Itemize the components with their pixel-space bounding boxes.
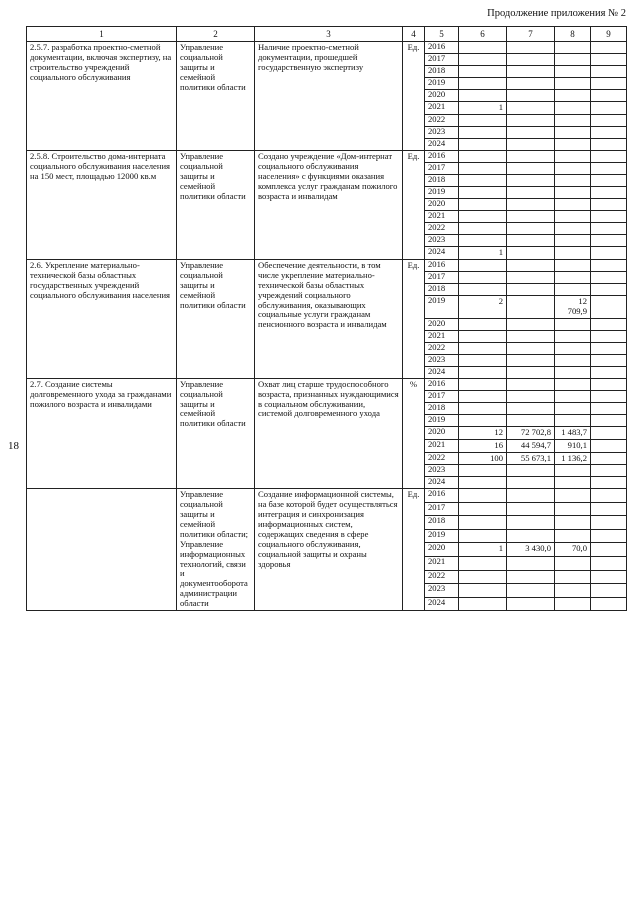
value-cell-8 [591,66,627,78]
value-cell-7 [555,211,591,223]
value-cell-5 [459,42,507,54]
value-cell-6 [507,477,555,489]
value-cell-5 [459,54,507,66]
value-cell-8 [591,272,627,284]
value-cell-7 [555,465,591,477]
value-cell-8 [591,584,627,597]
value-cell-6 [507,597,555,610]
value-cell-6 [507,465,555,477]
value-cell-6 [507,211,555,223]
value-cell-7 [555,187,591,199]
year-cell: 2021 [425,211,459,223]
value-cell-6 [507,272,555,284]
value-cell-7: 12 709,9 [555,296,591,319]
value-cell-7 [555,115,591,127]
year-cell: 2018 [425,66,459,78]
value-cell-8 [591,452,627,465]
value-cell-5 [459,211,507,223]
year-cell: 2022 [425,452,459,465]
value-cell-7 [555,151,591,163]
indicator-cell: Наличие проектно-сметной документации, прошедшей государственную экспертизу [255,42,403,151]
value-cell-5 [459,163,507,175]
year-cell: 2017 [425,163,459,175]
value-cell-8 [591,115,627,127]
year-cell: 2024 [425,139,459,151]
value-cell-5 [459,127,507,139]
value-cell-8 [591,199,627,211]
year-cell: 2023 [425,465,459,477]
value-cell-6 [507,502,555,515]
value-cell-7 [555,175,591,187]
value-cell-5 [459,502,507,515]
value-cell-5 [459,378,507,390]
value-cell-8 [591,543,627,557]
year-cell: 2020 [425,90,459,102]
value-cell-5 [459,115,507,127]
value-cell-8 [591,102,627,115]
value-cell-5: 2 [459,296,507,319]
value-cell-7 [555,502,591,515]
column-header: 4 [403,27,425,42]
value-cell-5 [459,402,507,414]
value-cell-5 [459,414,507,426]
responsible-cell: Управление социальной защиты и семейной политики области [177,151,255,260]
value-cell-6 [507,402,555,414]
value-cell-6 [507,54,555,66]
table-body [27,42,627,611]
value-cell-5: 12 [459,426,507,439]
value-cell-8 [591,247,627,260]
value-cell-7 [555,66,591,78]
value-cell-8 [591,439,627,452]
value-cell-5 [459,139,507,151]
program-table-sheet [26,26,626,611]
measure-name-cell [27,489,177,611]
value-cell-6 [507,516,555,529]
value-cell-6: 3 430,0 [507,543,555,557]
value-cell-5: 1 [459,543,507,557]
year-cell: 2023 [425,584,459,597]
year-cell: 2016 [425,151,459,163]
value-cell-5 [459,465,507,477]
value-cell-7 [555,414,591,426]
value-cell-6 [507,570,555,583]
year-cell: 2022 [425,570,459,583]
value-cell-5 [459,260,507,272]
value-cell-6 [507,199,555,211]
value-cell-5 [459,489,507,502]
unit-cell: % [403,378,425,489]
unit-cell: Ед. [403,489,425,611]
value-cell-8 [591,557,627,570]
value-cell-5 [459,199,507,211]
value-cell-8 [591,597,627,610]
value-cell-8 [591,570,627,583]
value-cell-8 [591,366,627,378]
value-cell-7 [555,163,591,175]
value-cell-7 [555,342,591,354]
value-cell-6 [507,127,555,139]
value-cell-5 [459,529,507,542]
value-cell-8 [591,78,627,90]
responsible-cell: Управление социальной защиты и семейной политики области; Управление информационных технологий, связи и документооборота администрации области [177,489,255,611]
table-row [27,151,627,163]
value-cell-7 [555,54,591,66]
column-header: 9 [591,27,627,42]
value-cell-6 [507,223,555,235]
value-cell-6 [507,529,555,542]
program-table [26,26,627,611]
column-header: 1 [27,27,177,42]
value-cell-8 [591,296,627,319]
value-cell-5 [459,235,507,247]
column-header: 5 [425,27,459,42]
value-cell-6 [507,247,555,260]
year-cell: 2024 [425,597,459,610]
year-cell: 2019 [425,187,459,199]
page-number: 18 [8,440,19,452]
value-cell-5 [459,366,507,378]
value-cell-8 [591,163,627,175]
value-cell-6 [507,260,555,272]
indicator-cell: Обеспечение деятельности, в том числе укрепление материально-технической базы областных учреждений социального обслуживания, оказывающих социальные услуги гражданам пенсионного возраста и инвалидам [255,260,403,379]
value-cell-5 [459,284,507,296]
value-cell-7: 70,0 [555,543,591,557]
value-cell-7 [555,557,591,570]
value-cell-5 [459,597,507,610]
value-cell-6: 55 673,1 [507,452,555,465]
measure-name-cell: 2.5.7. разработка проектно-сметной документации, включая экспертизу, на строительство учреждений социального обслуживания [27,42,177,151]
value-cell-5 [459,187,507,199]
value-cell-5: 1 [459,247,507,260]
column-header: 6 [459,27,507,42]
value-cell-5 [459,318,507,330]
value-cell-8 [591,235,627,247]
value-cell-8 [591,139,627,151]
year-cell: 2017 [425,390,459,402]
responsible-cell: Управление социальной защиты и семейной политики области [177,378,255,489]
value-cell-8 [591,489,627,502]
value-cell-8 [591,90,627,102]
year-cell: 2016 [425,489,459,502]
value-cell-5 [459,477,507,489]
year-cell: 2024 [425,477,459,489]
value-cell-5 [459,354,507,366]
year-cell: 2023 [425,354,459,366]
year-cell: 2024 [425,247,459,260]
value-cell-8 [591,465,627,477]
value-cell-5 [459,570,507,583]
value-cell-6 [507,235,555,247]
value-cell-6 [507,378,555,390]
value-cell-8 [591,378,627,390]
year-cell: 2022 [425,115,459,127]
value-cell-7 [555,284,591,296]
year-cell: 2021 [425,102,459,115]
year-cell: 2020 [425,199,459,211]
value-cell-6 [507,330,555,342]
value-cell-8 [591,414,627,426]
value-cell-5 [459,342,507,354]
value-cell-7 [555,354,591,366]
value-cell-8 [591,354,627,366]
value-cell-5 [459,223,507,235]
year-cell: 2022 [425,342,459,354]
value-cell-7 [555,584,591,597]
value-cell-6 [507,414,555,426]
value-cell-7 [555,318,591,330]
year-cell: 2022 [425,223,459,235]
value-cell-5 [459,78,507,90]
value-cell-7 [555,102,591,115]
value-cell-6 [507,151,555,163]
value-cell-8 [591,42,627,54]
value-cell-6 [507,78,555,90]
value-cell-5 [459,584,507,597]
value-cell-8 [591,477,627,489]
value-cell-6 [507,390,555,402]
value-cell-7 [555,199,591,211]
value-cell-6: 44 594,7 [507,439,555,452]
indicator-cell: Охват лиц старше трудоспособного возраста, признанных нуждающимися в социальном обслуживании, системой долговременного ухода [255,378,403,489]
value-cell-5 [459,390,507,402]
table-row [27,378,627,390]
responsible-cell: Управление социальной защиты и семейной политики области [177,260,255,379]
value-cell-8 [591,187,627,199]
value-cell-7 [555,235,591,247]
year-cell: 2020 [425,318,459,330]
unit-cell: Ед. [403,260,425,379]
value-cell-5: 100 [459,452,507,465]
value-cell-6 [507,66,555,78]
year-cell: 2018 [425,402,459,414]
value-cell-8 [591,175,627,187]
appendix-label: Продолжение приложения № 2 [487,8,626,19]
value-cell-7 [555,366,591,378]
year-cell: 2019 [425,529,459,542]
value-cell-7: 910,1 [555,439,591,452]
value-cell-7 [555,139,591,151]
year-cell: 2018 [425,284,459,296]
value-cell-7 [555,529,591,542]
value-cell-8 [591,151,627,163]
value-cell-7 [555,260,591,272]
unit-cell: Ед. [403,151,425,260]
value-cell-7: 1 136,2 [555,452,591,465]
year-cell: 2019 [425,78,459,90]
value-cell-6 [507,296,555,319]
column-header: 7 [507,27,555,42]
value-cell-8 [591,426,627,439]
value-cell-7 [555,489,591,502]
value-cell-5 [459,66,507,78]
value-cell-6 [507,175,555,187]
value-cell-5: 16 [459,439,507,452]
column-header: 2 [177,27,255,42]
year-cell: 2016 [425,42,459,54]
table-row [27,42,627,54]
value-cell-7 [555,330,591,342]
year-cell: 2017 [425,54,459,66]
value-cell-6 [507,489,555,502]
value-cell-6 [507,284,555,296]
value-cell-7 [555,477,591,489]
year-cell: 2018 [425,516,459,529]
year-cell: 2021 [425,330,459,342]
value-cell-8 [591,516,627,529]
value-cell-5 [459,175,507,187]
value-cell-7 [555,402,591,414]
value-cell-6 [507,354,555,366]
measure-name-cell: 2.7. Создание системы долговременного ухода за гражданами пожилого возраста и инвалидами [27,378,177,489]
value-cell-7 [555,378,591,390]
year-cell: 2018 [425,175,459,187]
value-cell-6 [507,318,555,330]
value-cell-6: 72 702,8 [507,426,555,439]
unit-cell: Ед. [403,42,425,151]
value-cell-7 [555,127,591,139]
value-cell-8 [591,127,627,139]
value-cell-7 [555,247,591,260]
measure-name-cell: 2.6. Укрепление материально-технической базы областных государственных учреждений социального обслуживания населения [27,260,177,379]
measure-name-cell: 2.5.8. Строительство дома-интерната социального обслуживания населения на 150 мест, площадью 12000 кв.м [27,151,177,260]
value-cell-6 [507,342,555,354]
value-cell-5: 1 [459,102,507,115]
value-cell-7 [555,570,591,583]
value-cell-6 [507,42,555,54]
indicator-cell: Создано учреждение «Дом-интернат социального обслуживания населения» с функциями оказания комплекса услуг гражданам пожилого возраста и инвалидам [255,151,403,260]
value-cell-8 [591,54,627,66]
value-cell-6 [507,557,555,570]
value-cell-8 [591,260,627,272]
header-row [27,27,627,42]
value-cell-8 [591,330,627,342]
value-cell-7: 1 483,7 [555,426,591,439]
value-cell-8 [591,211,627,223]
value-cell-8 [591,342,627,354]
year-cell: 2020 [425,543,459,557]
year-cell: 2023 [425,127,459,139]
year-cell: 2017 [425,272,459,284]
value-cell-5 [459,151,507,163]
value-cell-8 [591,223,627,235]
value-cell-7 [555,516,591,529]
value-cell-7 [555,42,591,54]
year-cell: 2019 [425,296,459,319]
column-header: 8 [555,27,591,42]
year-cell: 2021 [425,439,459,452]
value-cell-8 [591,318,627,330]
value-cell-8 [591,284,627,296]
value-cell-7 [555,597,591,610]
value-cell-5 [459,516,507,529]
year-cell: 2019 [425,414,459,426]
table-row [27,260,627,272]
responsible-cell: Управление социальной защиты и семейной политики области [177,42,255,151]
value-cell-5 [459,272,507,284]
value-cell-7 [555,223,591,235]
year-cell: 2024 [425,366,459,378]
value-cell-5 [459,90,507,102]
table-row [27,489,627,502]
value-cell-8 [591,402,627,414]
year-cell: 2017 [425,502,459,515]
value-cell-5 [459,557,507,570]
value-cell-6 [507,187,555,199]
year-cell: 2016 [425,378,459,390]
year-cell: 2020 [425,426,459,439]
value-cell-8 [591,390,627,402]
column-header: 3 [255,27,403,42]
value-cell-8 [591,529,627,542]
value-cell-6 [507,584,555,597]
value-cell-7 [555,90,591,102]
value-cell-6 [507,115,555,127]
value-cell-7 [555,78,591,90]
value-cell-6 [507,90,555,102]
value-cell-5 [459,330,507,342]
value-cell-6 [507,102,555,115]
indicator-cell: Создание информационной системы, на базе которой будет осуществляться интеграция и синхронизация информационных систем, содержащих сведения в сфере социального обслуживания, социальной защиты и охраны здоровья [255,489,403,611]
value-cell-6 [507,163,555,175]
value-cell-7 [555,272,591,284]
year-cell: 2016 [425,260,459,272]
value-cell-7 [555,390,591,402]
value-cell-6 [507,366,555,378]
year-cell: 2023 [425,235,459,247]
value-cell-6 [507,139,555,151]
year-cell: 2021 [425,557,459,570]
value-cell-8 [591,502,627,515]
